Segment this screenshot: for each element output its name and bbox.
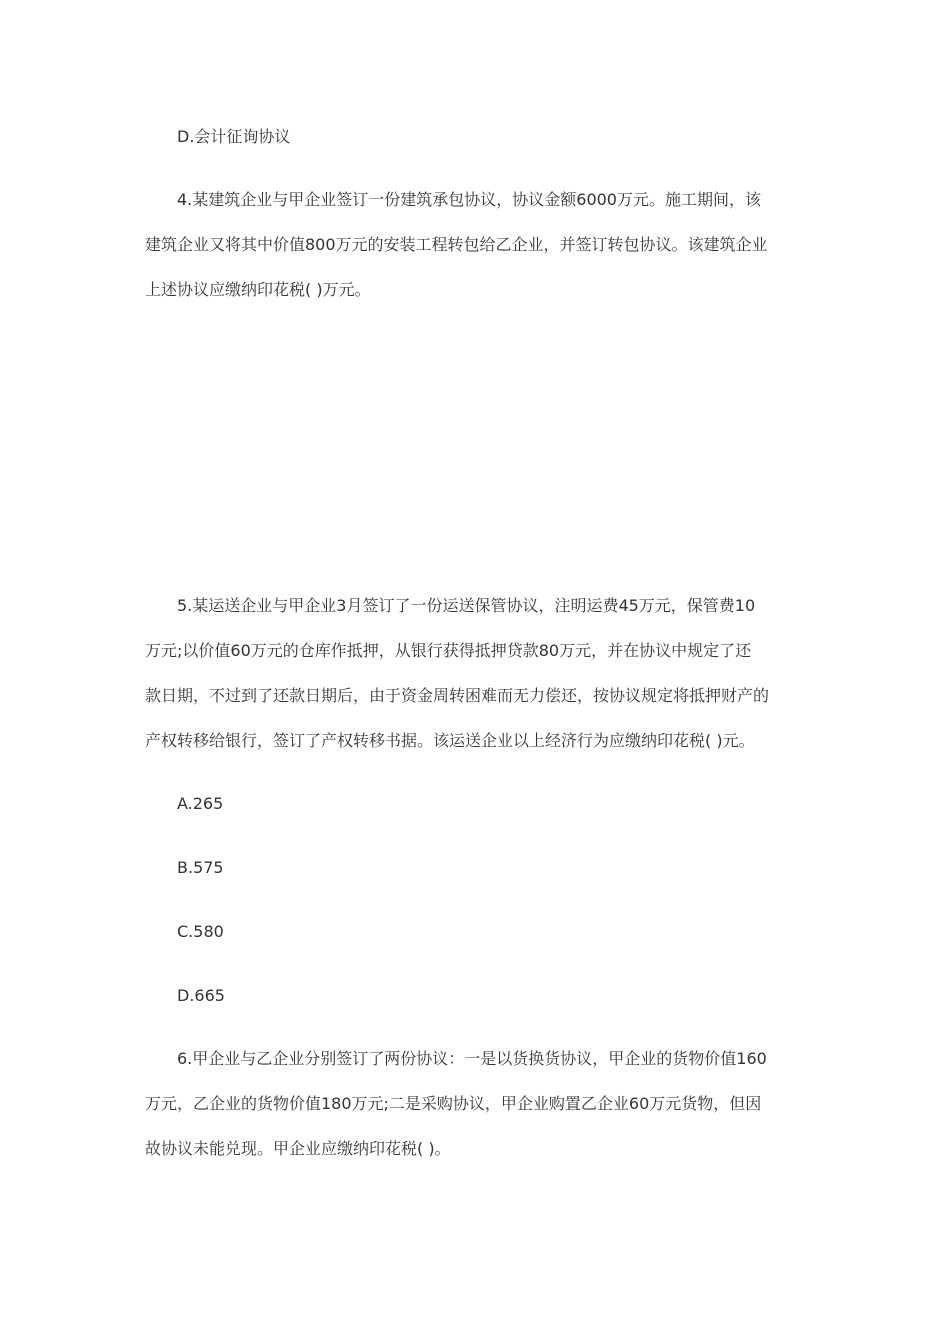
question-5-line-2: 万元;以价值60万元的仓库作抵押，从银行获得抵押贷款80万元，并在协议中规定了还 [145,641,752,660]
question-4-line-2: 建筑企业又将其中价值800万元的安装工程转包给乙企业，并签订转包协议。该建筑企业 [145,235,768,254]
question-6-line-1: 6.甲企业与乙企业分别签订了两份协议：一是以货换货协议，甲企业的货物价值160 [177,1049,767,1068]
option-text: B.575 [177,858,224,877]
question-6-line-3: 故协议未能兑现。甲企业应缴纳印花税( )。 [145,1139,451,1158]
question-4 [145,190,810,325]
question-5-line-4: 产权转移给银行，签订了产权转移书据。该运送企业以上经济行为应缴纳印花税( )元。 [145,731,755,750]
option-text: D.665 [177,986,225,1005]
option-text: C.580 [177,922,224,941]
question-5-line-3: 款日期，不过到了还款日期后，由于资金周转困难而无力偿还，按协议规定将抵押财产的 [145,686,770,705]
question-4-line-1: 4.某建筑企业与甲企业签订一份建筑承包协议，协议金额6000万元。施工期间，该 [177,190,761,209]
question-5 [145,596,810,776]
q5-option-b [145,858,810,903]
q5-option-a [145,794,810,839]
question-5-line-1: 5.某运送企业与甲企业3月签订了一份运送保管协议，注明运费45万元，保管费10 [177,596,756,615]
question-6-line-2: 万元，乙企业的货物价值180万元;二是采购协议，甲企业购置乙企业60万元货物，但因 [145,1094,762,1113]
q5-option-c [145,922,810,967]
q3-option-d [145,127,810,172]
question-4-line-3: 上述协议应缴纳印花税( )万元。 [145,280,371,299]
q5-option-d [145,986,810,1031]
option-text: D.会计征询协议 [177,127,291,146]
question-6 [145,1049,810,1184]
option-text: A.265 [177,794,224,813]
